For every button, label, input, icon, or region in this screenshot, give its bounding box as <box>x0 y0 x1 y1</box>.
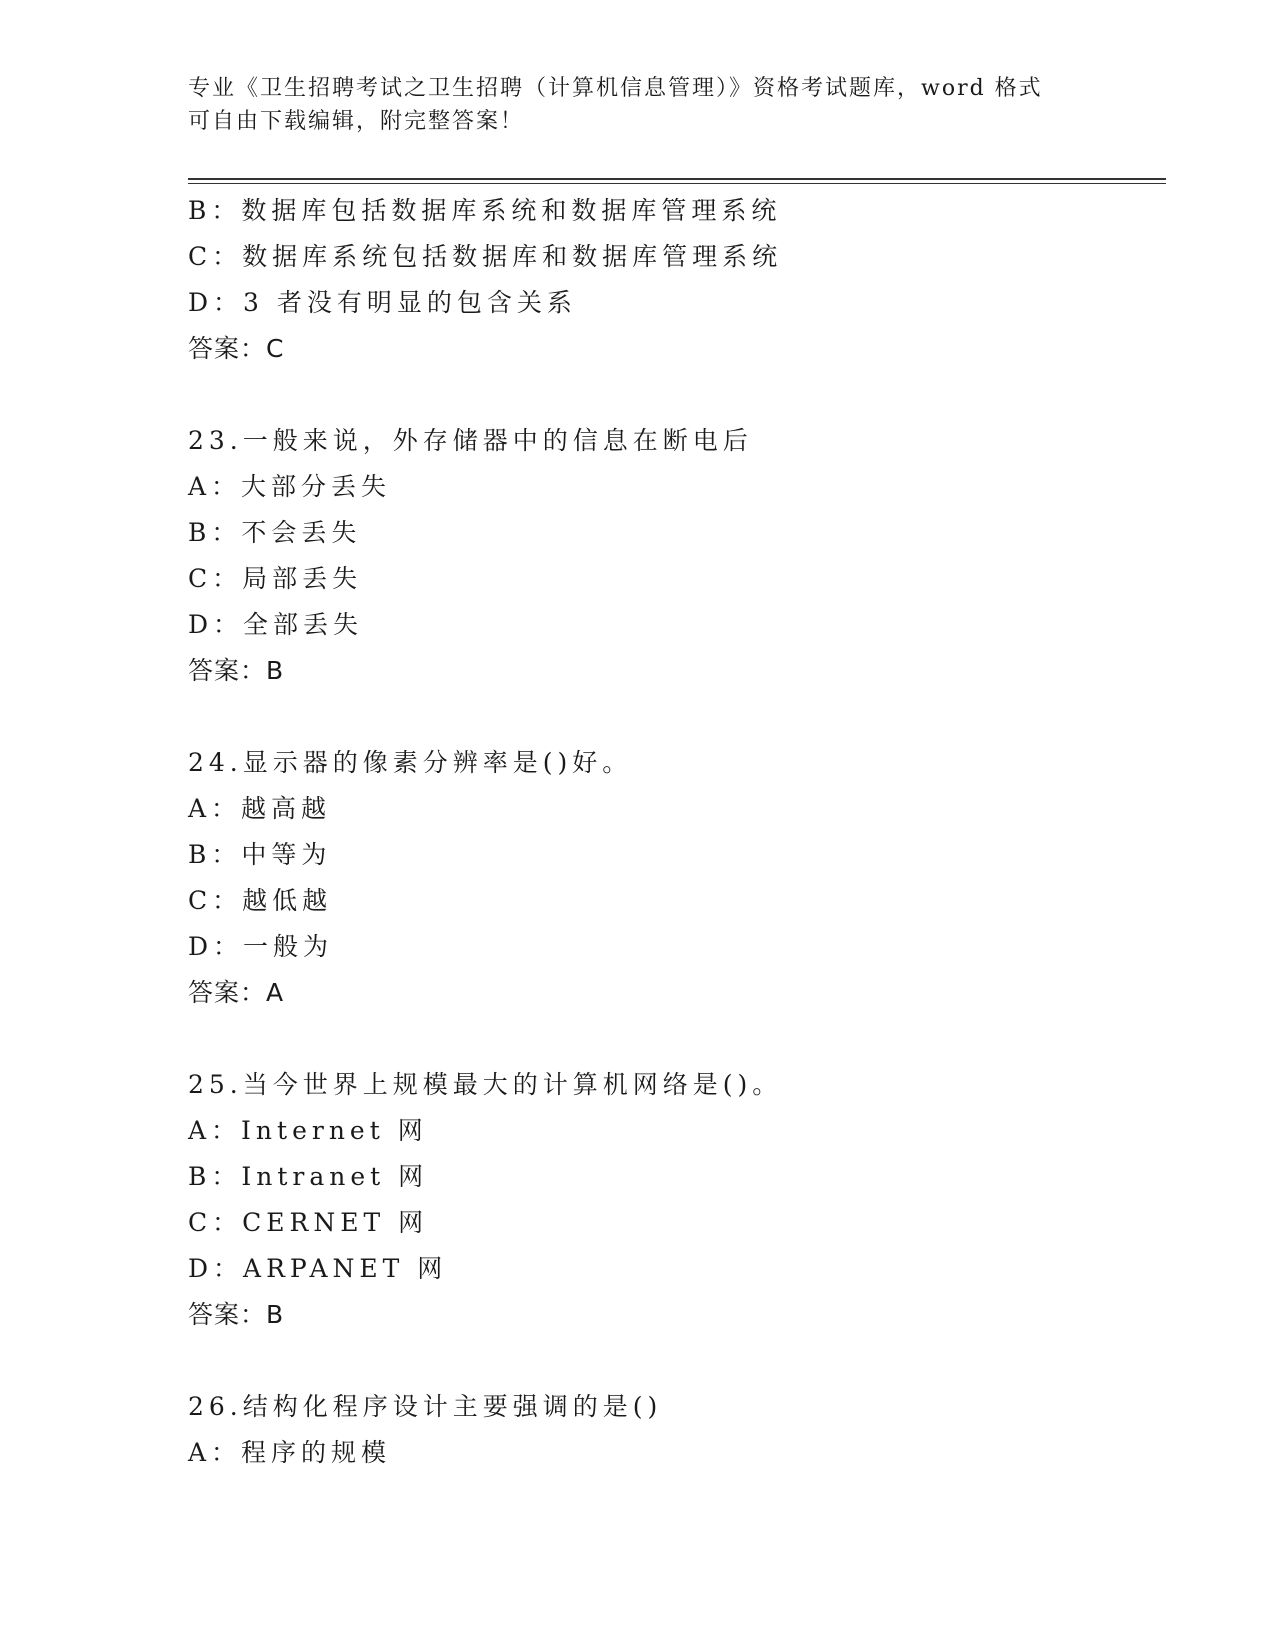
question-stem: 25.当今世界上规模最大的计算机网络是()。 <box>188 1070 783 1099</box>
option-b: B：不会丢失 <box>188 518 362 547</box>
option-a: A：越高越 <box>188 794 332 823</box>
header-divider-thick <box>188 178 1166 180</box>
header-divider-thin <box>188 183 1166 184</box>
option-b: B：数据库包括数据库系统和数据库管理系统 <box>188 196 782 225</box>
option-b: B：中等为 <box>188 840 332 869</box>
option-a: A：Internet 网 <box>188 1116 428 1145</box>
question-23 <box>188 418 1168 694</box>
option-c: C：越低越 <box>188 886 333 915</box>
question-24 <box>188 740 1168 1016</box>
option-d: D：全部丢失 <box>188 610 364 639</box>
header-line-1: 专业《卫生招聘考试之卫生招聘（计算机信息管理）》资格考试题库，word 格式 <box>188 76 1043 101</box>
question-stem: 24.显示器的像素分辨率是()好。 <box>188 748 633 777</box>
question-26 <box>188 1384 1168 1476</box>
header-line-2: 可自由下载编辑，附完整答案！ <box>188 109 525 134</box>
option-a: A：程序的规模 <box>188 1438 392 1467</box>
question-stem: 26.结构化程序设计主要强调的是() <box>188 1392 663 1421</box>
option-a: A：大部分丢失 <box>188 472 392 501</box>
option-d: D：3 者没有明显的包含关系 <box>188 288 577 317</box>
option-c: C：数据库系统包括数据库和数据库管理系统 <box>188 242 783 271</box>
option-c: C：CERNET 网 <box>188 1208 429 1237</box>
option-b: B：Intranet 网 <box>188 1162 429 1191</box>
question-list <box>188 188 1168 1476</box>
question-22-tail <box>188 188 1168 372</box>
answer: 答案：A <box>188 978 285 1007</box>
option-c: C：局部丢失 <box>188 564 363 593</box>
question-stem: 23.一般来说，外存储器中的信息在断电后 <box>188 426 753 455</box>
answer: 答案：C <box>188 334 285 363</box>
answer: 答案：B <box>188 656 285 685</box>
option-d: D：一般为 <box>188 932 334 961</box>
document-header <box>188 72 1088 138</box>
option-d: D：ARPANET 网 <box>188 1254 448 1283</box>
question-25 <box>188 1062 1168 1338</box>
answer: 答案：B <box>188 1300 285 1329</box>
